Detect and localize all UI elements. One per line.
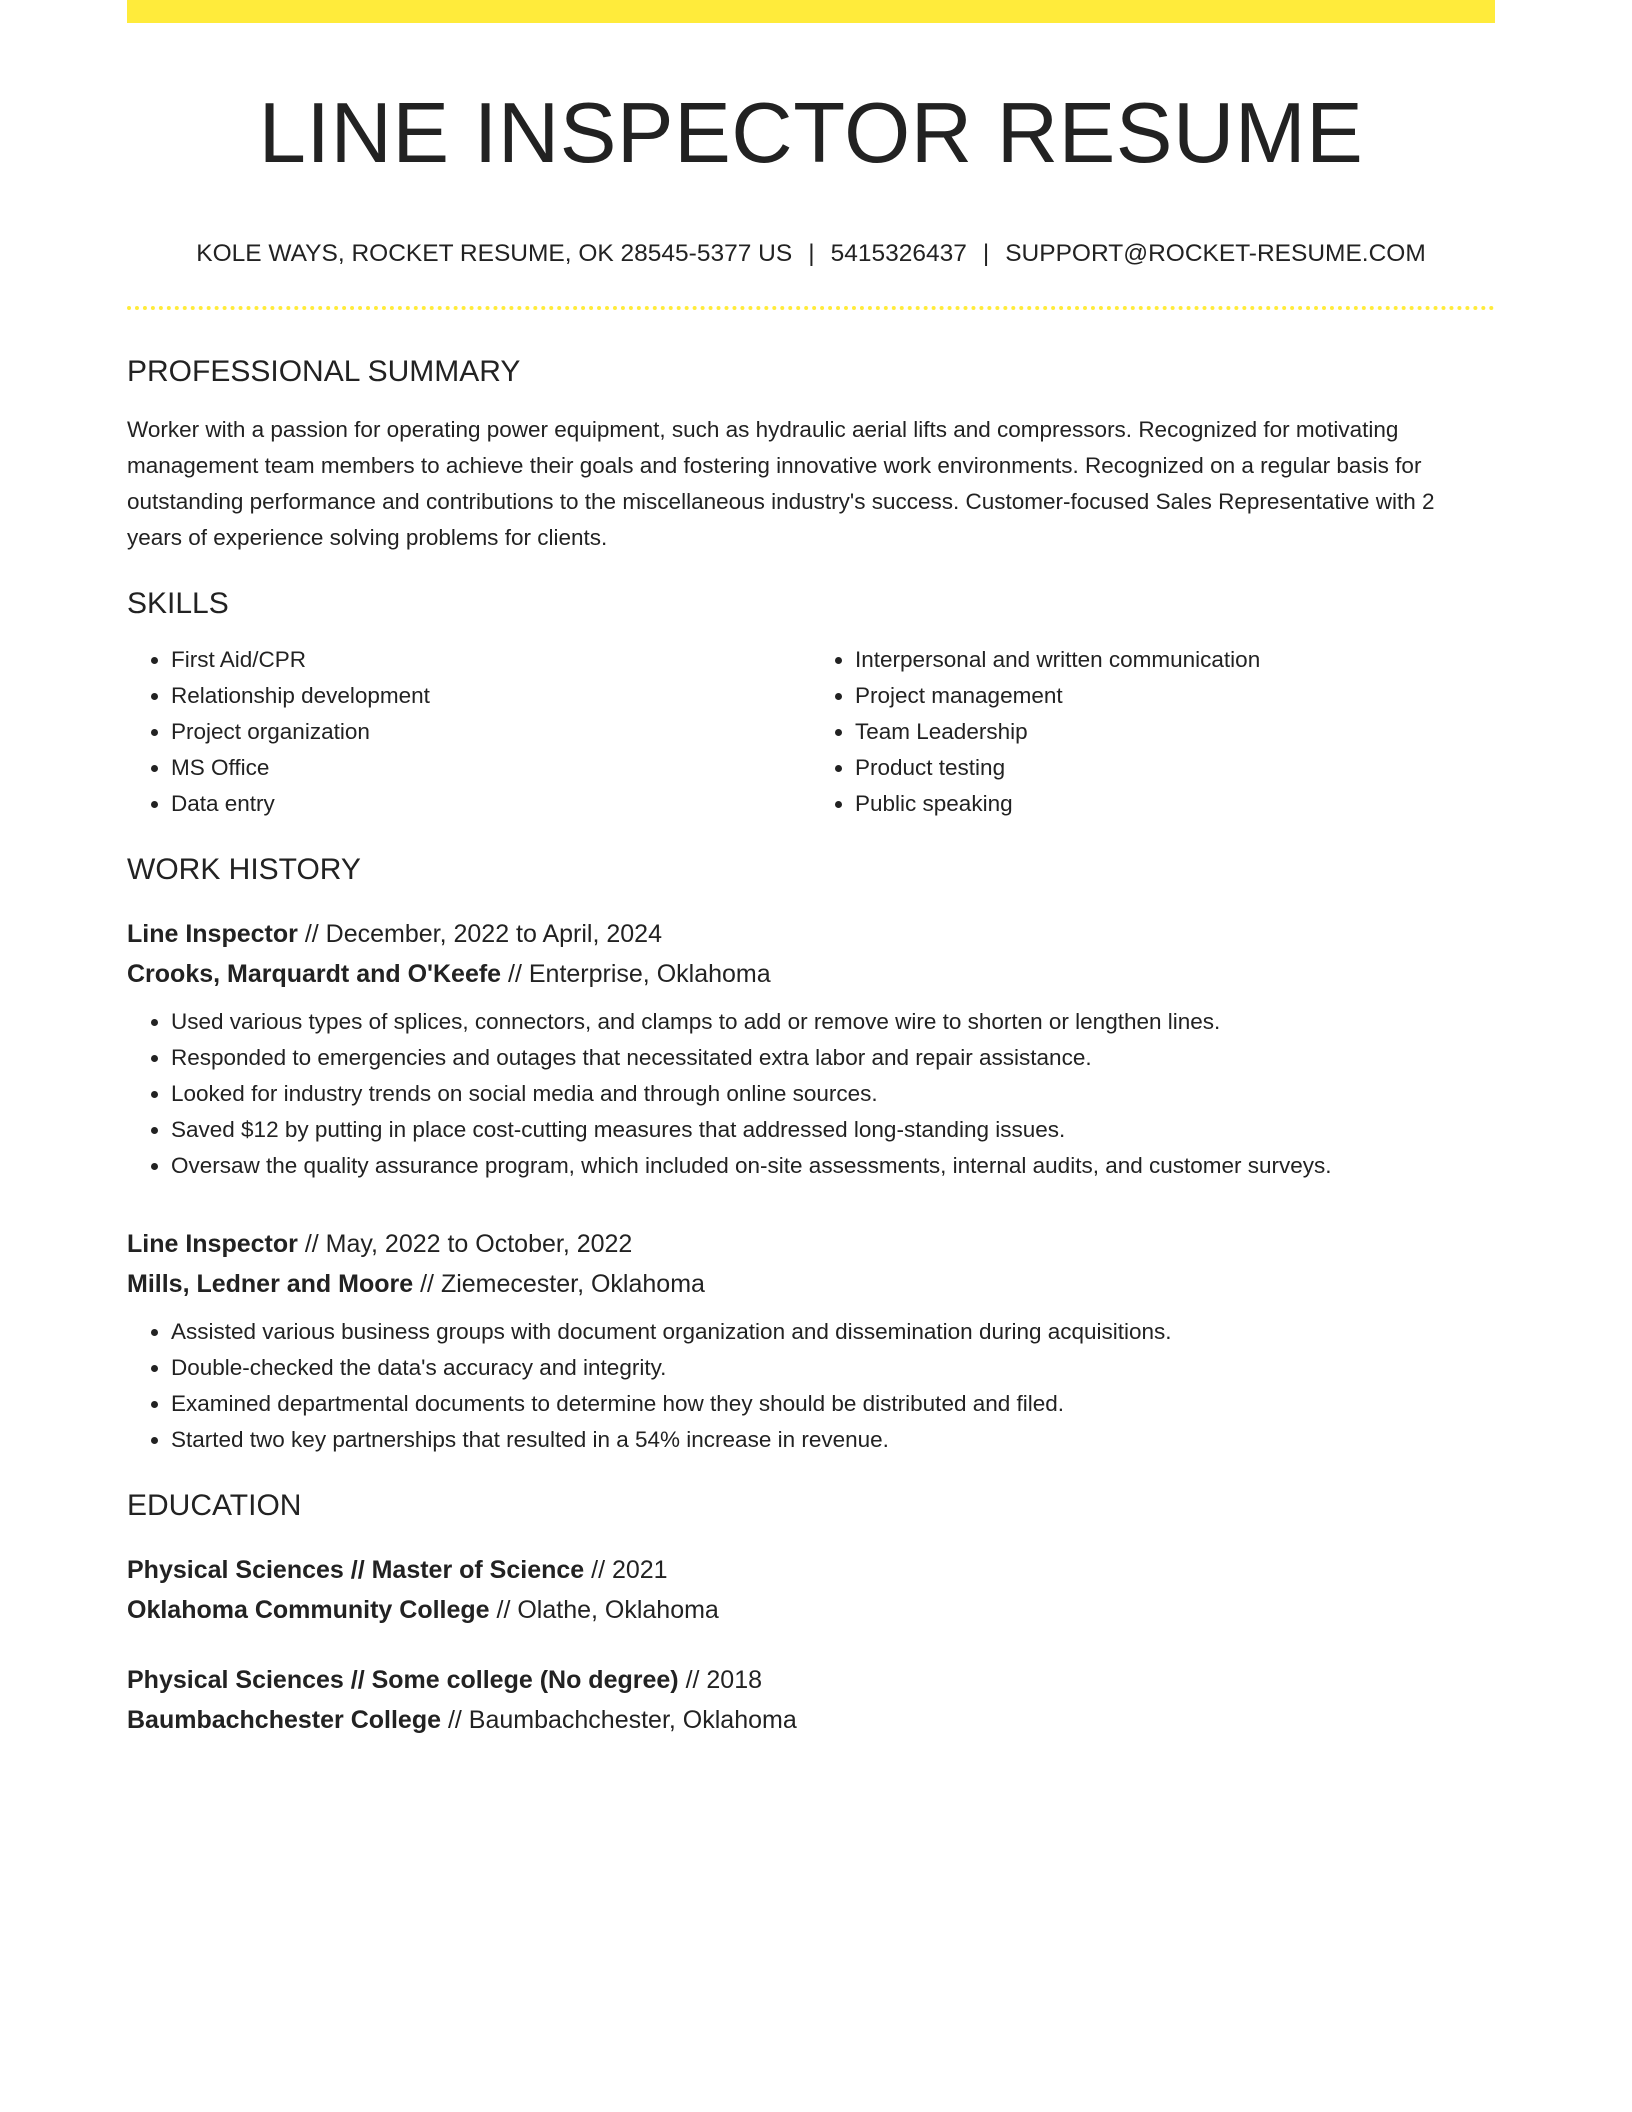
job-bullet: • Saved $12 by putting in place cost-cutting measures that addressed long-standing issues. bbox=[171, 1112, 1495, 1148]
summary-text: Worker with a passion for operating power equipment, such as hydraulic aerial lifts and compressors. Recognized for motivating management team members to achieve their goals and fostering innovative work environments. Recognized on a regular basis for outstanding performance and contributions to the miscellaneous industry's success. Customer-focused Sales Representative with 2 years of experience solving problems for clients. bbox=[127, 416, 1435, 550]
job-bullet: • Used various types of splices, connectors, and clamps to add or remove wire to shorten or lengthen lines. bbox=[171, 1004, 1495, 1040]
page-title: LINE INSPECTOR RESUME bbox=[258, 86, 1364, 181]
skills-column-right bbox=[811, 642, 1495, 822]
work-history-heading: WORK HISTORY bbox=[127, 852, 361, 886]
degree-year: // 2021 bbox=[584, 1555, 668, 1584]
school-location: // Baumbachchester, Oklahoma bbox=[441, 1705, 797, 1734]
contact-phone: 5415326437 bbox=[830, 239, 967, 267]
degree-line bbox=[127, 1660, 1495, 1700]
contact-email: SUPPORT@ROCKET-RESUME.COM bbox=[1005, 239, 1426, 267]
degree-name: Physical Sciences // Master of Science bbox=[127, 1555, 585, 1584]
company-location: // Ziemecester, Oklahoma bbox=[413, 1269, 705, 1298]
school-name: Baumbachchester College bbox=[127, 1705, 441, 1734]
school-location: // Olathe, Oklahoma bbox=[489, 1595, 719, 1624]
company-name: Mills, Ledner and Moore bbox=[127, 1269, 414, 1298]
skills-heading: SKILLS bbox=[127, 586, 229, 620]
skill-item: • Data entry bbox=[171, 786, 811, 822]
job-entry bbox=[127, 914, 1495, 1184]
accent-bar bbox=[127, 0, 1495, 23]
degree-line bbox=[127, 1550, 1495, 1590]
contact-separator: | bbox=[982, 239, 990, 267]
skill-item: • Public speaking bbox=[855, 786, 1495, 822]
degree-year: // 2018 bbox=[678, 1665, 763, 1694]
summary-heading: PROFESSIONAL SUMMARY bbox=[127, 354, 521, 388]
skill-item: • Project management bbox=[855, 678, 1495, 714]
degree-name: Physical Sciences // Some college (No degree) bbox=[127, 1665, 679, 1694]
job-bullets bbox=[127, 1314, 1495, 1458]
job-bullet: • Oversaw the quality assurance program, which included on-site assessments, internal audits, and customer surveys. bbox=[171, 1148, 1495, 1184]
skills-list bbox=[127, 642, 1495, 822]
school-name: Oklahoma Community College bbox=[127, 1595, 490, 1624]
skill-item: • Team Leadership bbox=[855, 714, 1495, 750]
job-dates: // May, 2022 to October, 2022 bbox=[297, 1229, 633, 1258]
education-entry bbox=[127, 1660, 1495, 1740]
job-bullet: • Responded to emergencies and outages that necessitated extra labor and repair assistance. bbox=[171, 1040, 1495, 1076]
education-heading: EDUCATION bbox=[127, 1488, 302, 1522]
skill-item: • MS Office bbox=[171, 750, 811, 786]
skills-column-left bbox=[127, 642, 811, 822]
dotted-divider bbox=[127, 306, 1495, 310]
job-bullets bbox=[127, 1004, 1495, 1184]
company-location: // Enterprise, Oklahoma bbox=[501, 959, 771, 988]
skill-item: • Interpersonal and written communication bbox=[855, 642, 1495, 678]
job-title-line bbox=[127, 914, 1495, 954]
job-bullet: • Double-checked the data's accuracy and integrity. bbox=[171, 1350, 1495, 1386]
job-dates: // December, 2022 to April, 2024 bbox=[297, 919, 662, 948]
school-line bbox=[127, 1700, 1495, 1740]
job-bullet: • Examined departmental documents to determine how they should be distributed and filed. bbox=[171, 1386, 1495, 1422]
job-bullet: • Looked for industry trends on social media and through online sources. bbox=[171, 1076, 1495, 1112]
job-bullet: • Started two key partnerships that resulted in a 54% increase in revenue. bbox=[171, 1422, 1495, 1458]
job-title: Line Inspector bbox=[127, 919, 298, 948]
skill-item: • Relationship development bbox=[171, 678, 811, 714]
company-line bbox=[127, 954, 1495, 994]
company-line bbox=[127, 1264, 1495, 1304]
job-title-line bbox=[127, 1224, 1495, 1264]
skill-item: • Project organization bbox=[171, 714, 811, 750]
company-name: Crooks, Marquardt and O'Keefe bbox=[127, 959, 502, 988]
education-entry bbox=[127, 1550, 1495, 1630]
skill-item: • Product testing bbox=[855, 750, 1495, 786]
school-line bbox=[127, 1590, 1495, 1630]
job-title: Line Inspector bbox=[127, 1229, 298, 1258]
job-bullet: • Assisted various business groups with document organization and dissemination during acquisitions. bbox=[171, 1314, 1495, 1350]
skill-item: • First Aid/CPR bbox=[171, 642, 811, 678]
contact-separator: | bbox=[808, 239, 815, 267]
contact-address: KOLE WAYS, ROCKET RESUME, OK 28545-5377 US bbox=[196, 239, 793, 267]
resume-page bbox=[127, 0, 1495, 1740]
job-entry bbox=[127, 1224, 1495, 1458]
contact-line bbox=[127, 239, 1495, 268]
